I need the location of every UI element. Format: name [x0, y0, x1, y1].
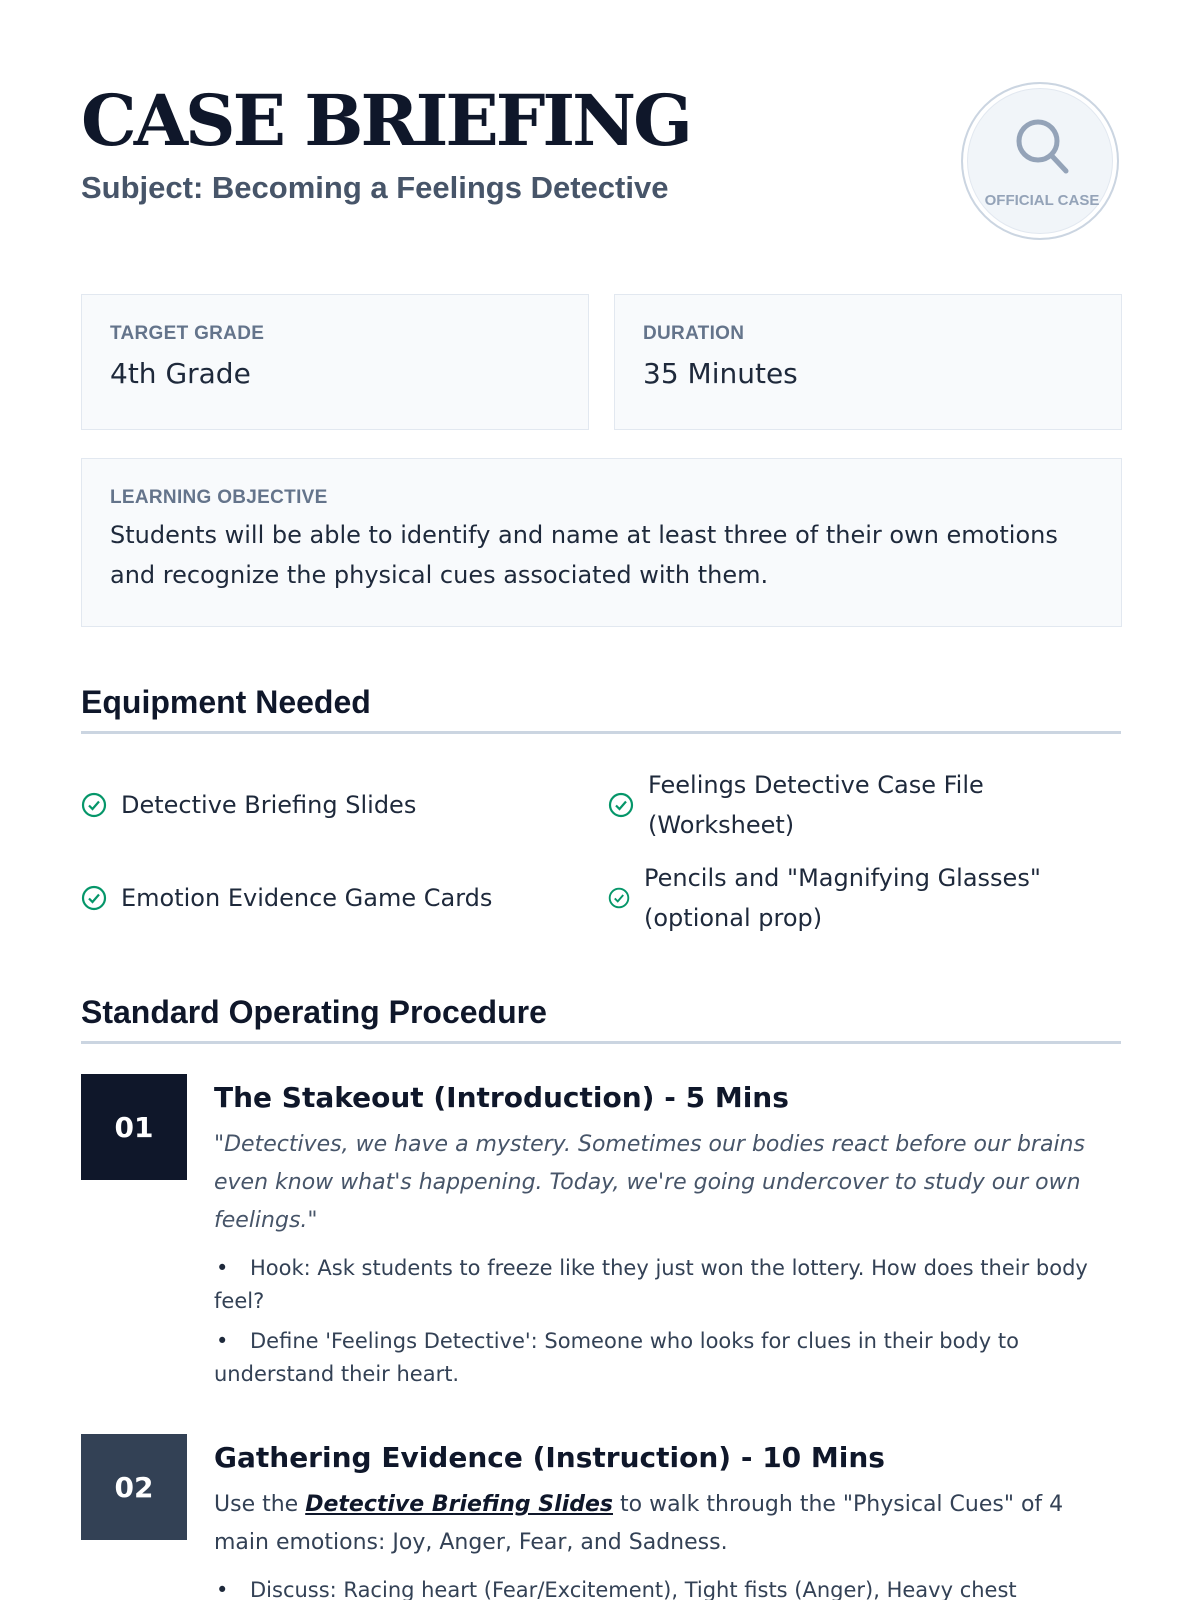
learning-objective-label: LEARNING OBJECTIVE — [110, 487, 328, 508]
target-grade-card — [81, 294, 589, 430]
target-grade-value: 4th Grade — [110, 357, 251, 390]
duration-label: DURATION — [643, 323, 745, 344]
equipment-item — [608, 765, 1028, 845]
page-title: CASE BRIEFING — [81, 79, 690, 162]
step-bullet: • Discuss: Racing heart (Fear/Excitement), Tight fists (Anger), Heavy chest — [214, 1574, 1114, 1600]
equipment-heading: Equipment Needed — [81, 684, 1121, 734]
procedure-step — [214, 1078, 1114, 1398]
step-bullet: • Define 'Feelings Detective': Someone who looks for clues in their body to understand their heart. — [214, 1325, 1114, 1391]
target-grade-label: TARGET GRADE — [110, 323, 265, 344]
learning-objective-text: Students will be able to identify and name at least three of their own emotions and recognize the physical cues associated with them. — [110, 521, 1058, 589]
procedure-heading: Standard Operating Procedure — [81, 994, 1121, 1044]
step-number-badge: 02 — [81, 1434, 187, 1540]
magnifier-icon — [1013, 116, 1071, 176]
step-title: The Stakeout (Introduction) - 5 Mins — [214, 1081, 789, 1114]
equipment-item-label: Feelings Detective Case File (Worksheet) — [648, 771, 984, 839]
step-text-after: to walk through the "Physical Cues" of 4 main emotions: Joy, Anger, Fear, and Sadness. — [214, 1492, 1064, 1555]
step-number-badge: 01 — [81, 1074, 187, 1180]
equipment-item-label: Pencils and "Magnifying Glasses" (optional prop) — [644, 864, 1041, 932]
slides-link[interactable]: Detective Briefing Slides — [305, 1492, 613, 1517]
page-subtitle: Subject: Becoming a Feelings Detective — [81, 170, 669, 205]
step-bullets — [214, 1252, 1114, 1391]
equipment-item-label: Detective Briefing Slides — [121, 791, 417, 819]
step-quote: "Detectives, we have a mystery. Sometimes our bodies react before our brains even know what's happening. Today, we're going undercover to study our own feelings." — [214, 1132, 1085, 1233]
official-case-stamp — [961, 82, 1119, 240]
procedure-step — [214, 1438, 1114, 1600]
duration-value: 35 Minutes — [643, 357, 798, 390]
step-text-before: Use the — [214, 1492, 306, 1517]
check-circle-icon — [608, 887, 630, 909]
equipment-item — [81, 878, 581, 918]
equipment-item — [81, 785, 581, 825]
equipment-item — [608, 858, 1068, 938]
step-bullets — [214, 1574, 1114, 1600]
stamp-label: OFFICIAL CASE — [984, 192, 1100, 209]
check-circle-icon — [608, 792, 634, 818]
learning-objective-card — [81, 458, 1122, 627]
equipment-item-label: Emotion Evidence Game Cards — [121, 884, 493, 912]
step-text — [214, 1486, 1114, 1562]
check-circle-icon — [81, 792, 107, 818]
step-title: Gathering Evidence (Instruction) - 10 Mins — [214, 1441, 885, 1474]
duration-card — [614, 294, 1122, 430]
case-header — [81, 76, 1121, 246]
check-circle-icon — [81, 885, 107, 911]
step-bullet: • Hook: Ask students to freeze like they just won the lottery. How does their body feel? — [214, 1252, 1114, 1318]
